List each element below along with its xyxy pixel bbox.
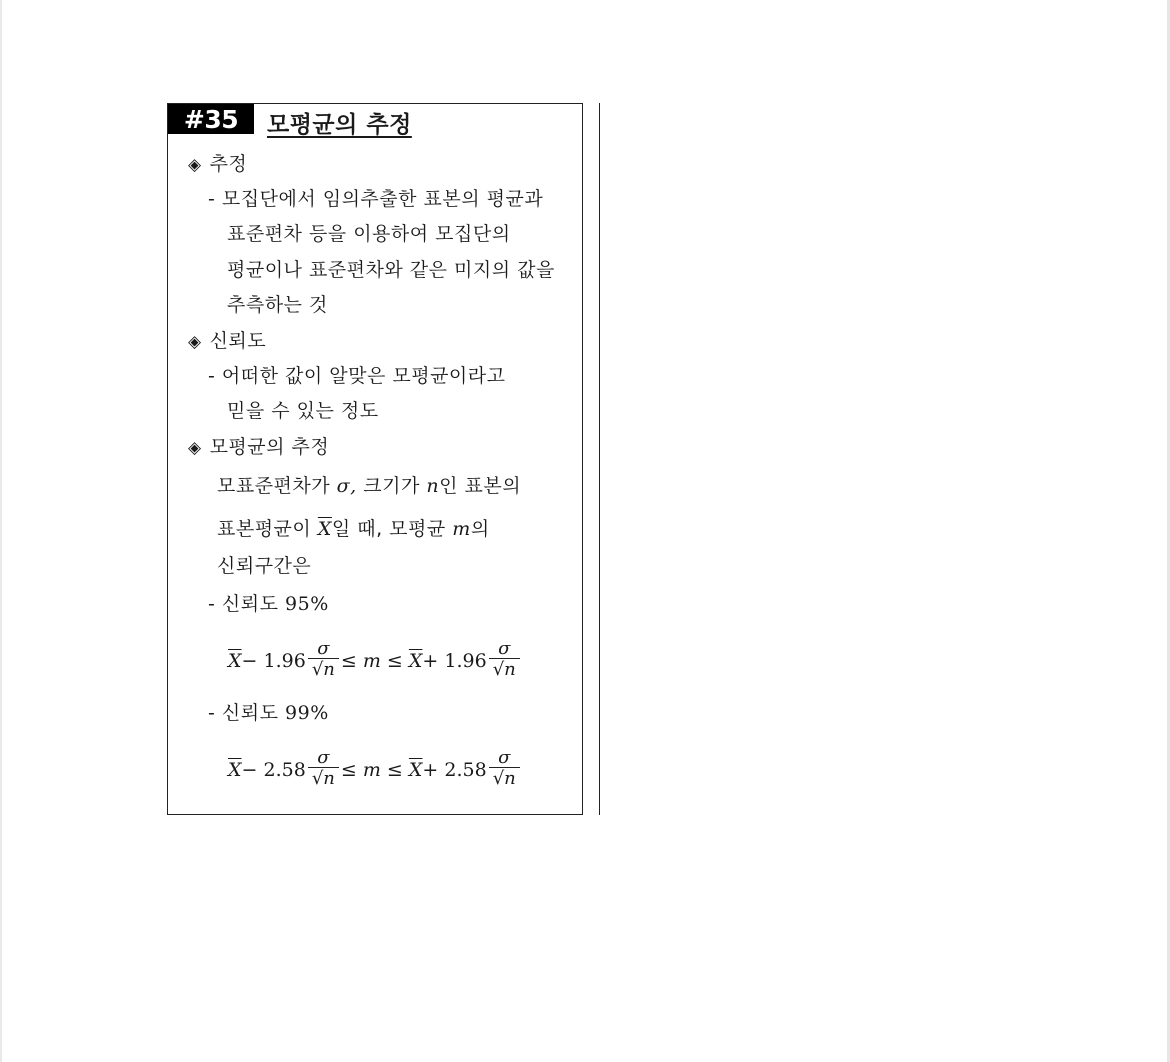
heading-mean-estimation: ◈ 모평균의 추정: [188, 436, 330, 458]
note-card: [167, 103, 583, 815]
heading-estimation: ◈ 추정: [188, 153, 248, 175]
interval-95-label: - 신뢰도 95%: [208, 593, 329, 615]
estimation-line-2: 표준편차 등을 이용하여 모집단의: [227, 223, 511, 245]
fraction-sigma-over-root-n: $\frac{\sigma}{√n}$: [489, 749, 520, 790]
interval-95-formula: $\overline{X}$ − 1.96 $\frac{\sigma}{√n}$ ≤ m ≤ $\overline{X}$ + 1.96 $\frac{\sigma}{√n}$: [228, 624, 548, 682]
fraction-sigma-over-root-n: $\frac{\sigma}{√n}$: [308, 640, 339, 681]
mean-estimation-line-2: 표본평균이 $\overline{X}$일 때, 모평균 m의: [217, 518, 490, 540]
mean-estimation-line-1: 모표준편차가 σ, 크기가 n인 표본의: [217, 475, 522, 497]
reliability-line-1: - 어떠한 값이 알맞은 모평균이라고: [208, 365, 506, 387]
interval-99-label: - 신뢰도 99%: [208, 702, 329, 724]
estimation-line-1: - 모집단에서 임의추출한 표본의 평균과: [208, 188, 544, 210]
section-title: 모평균의 추정: [267, 112, 412, 138]
fraction-sigma-over-root-n: $\frac{\sigma}{√n}$: [308, 749, 339, 790]
fraction-sigma-over-root-n: $\frac{\sigma}{√n}$: [489, 640, 520, 681]
heading-reliability: ◈ 신뢰도: [188, 330, 267, 352]
reliability-line-2: 믿을 수 있는 정도: [227, 400, 379, 422]
diamond-bullet-icon: ◈: [188, 155, 202, 175]
diamond-bullet-icon: ◈: [188, 332, 202, 352]
mean-estimation-line-3: 신뢰구간은: [217, 555, 312, 577]
estimation-line-4: 추측하는 것: [227, 294, 328, 316]
diamond-bullet-icon: ◈: [188, 438, 202, 458]
page-left-border: [0, 0, 2, 1062]
estimation-line-3: 평균이나 표준편차와 같은 미지의 값을: [227, 259, 555, 281]
interval-99-formula: $\overline{X}$ − 2.58 $\frac{\sigma}{√n}$ ≤ m ≤ $\overline{X}$ + 2.58 $\frac{\sigma}{√n}$: [228, 733, 548, 791]
column-divider: [599, 103, 600, 815]
section-number-badge: #35: [168, 104, 254, 134]
